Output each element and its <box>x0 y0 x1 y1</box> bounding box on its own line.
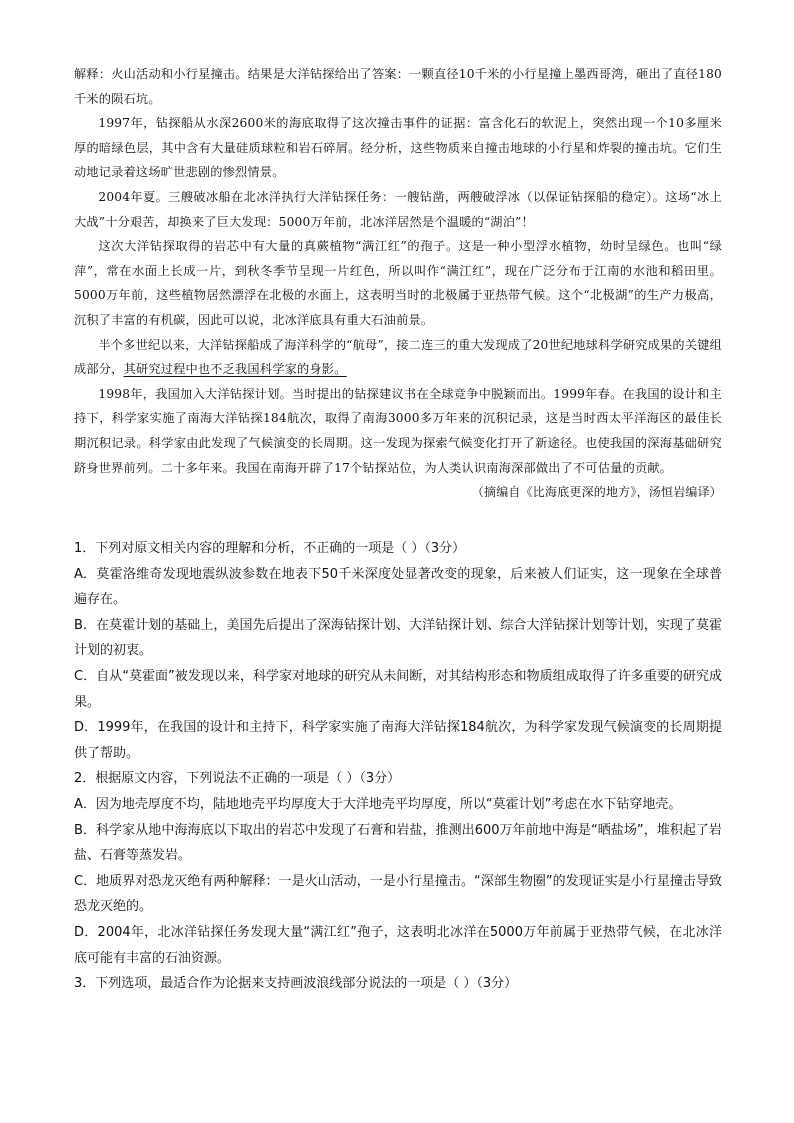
passage-paragraph-4-text: 半个多世纪以来，大洋钻探船成了海洋科学的“航母”，接二连三的重大发现成了20世纪地球科学研究成果的关键组成部分， <box>74 337 722 377</box>
reading-passage <box>74 62 722 505</box>
question-2-stem: 2．根据原文内容，下列说法不正确的一项是（ ）（3分） <box>74 771 401 787</box>
question-3-stem: 3．下列选项，最适合作为论据来支持画波浪线部分说法的一项是（ ）（3分） <box>74 976 518 992</box>
passage-paragraph-3: 这次大洋钻探取得的岩芯中有大量的真蕨植物“满江红”的孢子。这是一种小型浮水植物，幼时呈绿色。也叫“绿萍”，常在水面上长成一片，到秋冬季节呈现一片红色，所以叫作“满江红”，现在广泛分布于江南的水池和稻田里。5000万年前，这些植物居然漂浮在北极的水面上，这表明当时的北极属于亚热带气候。这个“北极湖”的生产力极高，沉积了丰富的有机碳，因此可以说，北冰洋底具有重大石油前景。 <box>74 239 722 327</box>
question-1-option-d: D．1999年，在我国的设计和主持下，科学家实施了南海大洋钻探184航次，为科学家发现气候演变的长周期提供了帮助。 <box>74 720 722 761</box>
passage-paragraph-0: 解释：火山活动和小行星撞击。结果是大洋钻探给出了答案：一颗直径10千米的小行星撞上墨西哥湾，砸出了直径180千米的陨石坑。 <box>74 67 722 106</box>
question-2-option-d: D．2004年，北冰洋钻探任务发现大量“满江红”孢子，这表明北冰洋在5000万年前属于亚热带气候，在北冰洋底可能有丰富的石油资源。 <box>74 924 722 966</box>
passage-source: （摘编自《比海底更深的地方》，汤恒岩编译） <box>471 485 722 500</box>
question-list <box>74 536 722 997</box>
question-1-option-c: C．自从“莫霍面”被发现以来，科学家对地球的研究从未间断，对其结构形态和物质组成取得了许多重要的研究成果。 <box>74 668 722 710</box>
question-1-stem: 1．下列对原文相关内容的理解和分析，不正确的一项是（ ）（3分） <box>74 541 466 556</box>
wavy-underlined-sentence: 其研究过程中也不乏我国科学家的身影。 <box>123 362 347 377</box>
question-1-option-a: A．莫霍洛维奇发现地震纵波参数在地表下50千米深度处显著改变的现象，后来被人们证实，这一现象在全球普遍存在。 <box>74 566 722 608</box>
passage-paragraph-5: 1998年，我国加入大洋钻探计划。当时提出的钻探建议书在全球竞争中脱颖而出。1999年春。在我国的设计和主持下，科学家实施了南海大洋钻探184航次，取得了南海3000多万年来的沉积记录，这是当时西太平洋海区的最佳长期沉积记录。科学家由此发现了气候演变的长周期。这一发现为探索气候变化打开了新途径。也使我国的深海基础研究跻身世界前列。二十多年来。我国在南海开辟了17个钻探站位，为人类认识南海深部做出了不可估量的贡献。 <box>74 386 722 475</box>
question-1-option-b: B．在莫霍计划的基础上，美国先后提出了深海钻探计划、大洋钻探计划、综合大洋钻探计划等计划，实现了莫霍计划的初衷。 <box>74 617 722 659</box>
passage-paragraph-2: 2004年夏。三艘破冰船在北冰洋执行大洋钻探任务：一艘钻凿，两艘破浮冰（以保证钻探船的稳定）。这场“冰上大战”十分艰苦，却换来了巨大发现：5000万年前，北冰洋居然是个温暖的“湖泊”！ <box>74 189 722 229</box>
question-2-option-b: B．科学家从地中海海底以下取出的岩芯中发现了石膏和岩盐，推测出600万年前地中海是“晒盐场”，堆积起了岩盐、石膏等蒸发岩。 <box>74 822 722 864</box>
passage-paragraph-4 <box>74 333 722 382</box>
question-2-option-c: C．地质界对恐龙灭绝有两种解释：一是火山活动，一是小行星撞击。“深部生物圈”的发现证实是小行星撞击导致恐龙灭绝的。 <box>74 873 722 915</box>
passage-paragraph-1: 1997年，钻探船从水深2600米的海底取得了这次撞击事件的证据：富含化石的软泥上，突然出现一个10多厘米厚的暗绿色层，其中含有大量硅质球粒和岩石碎屑。经分析，这些物质来自撞击地球的小行星和炸裂的撞击坑。它们生动地记录着这场旷世悲剧的惨烈情景。 <box>74 116 722 180</box>
question-2-option-a: A．因为地壳厚度不均，陆地地壳平均厚度大于大洋地壳平均厚度，所以“莫霍计划”考虑在水下钻穿地壳。 <box>74 796 682 812</box>
